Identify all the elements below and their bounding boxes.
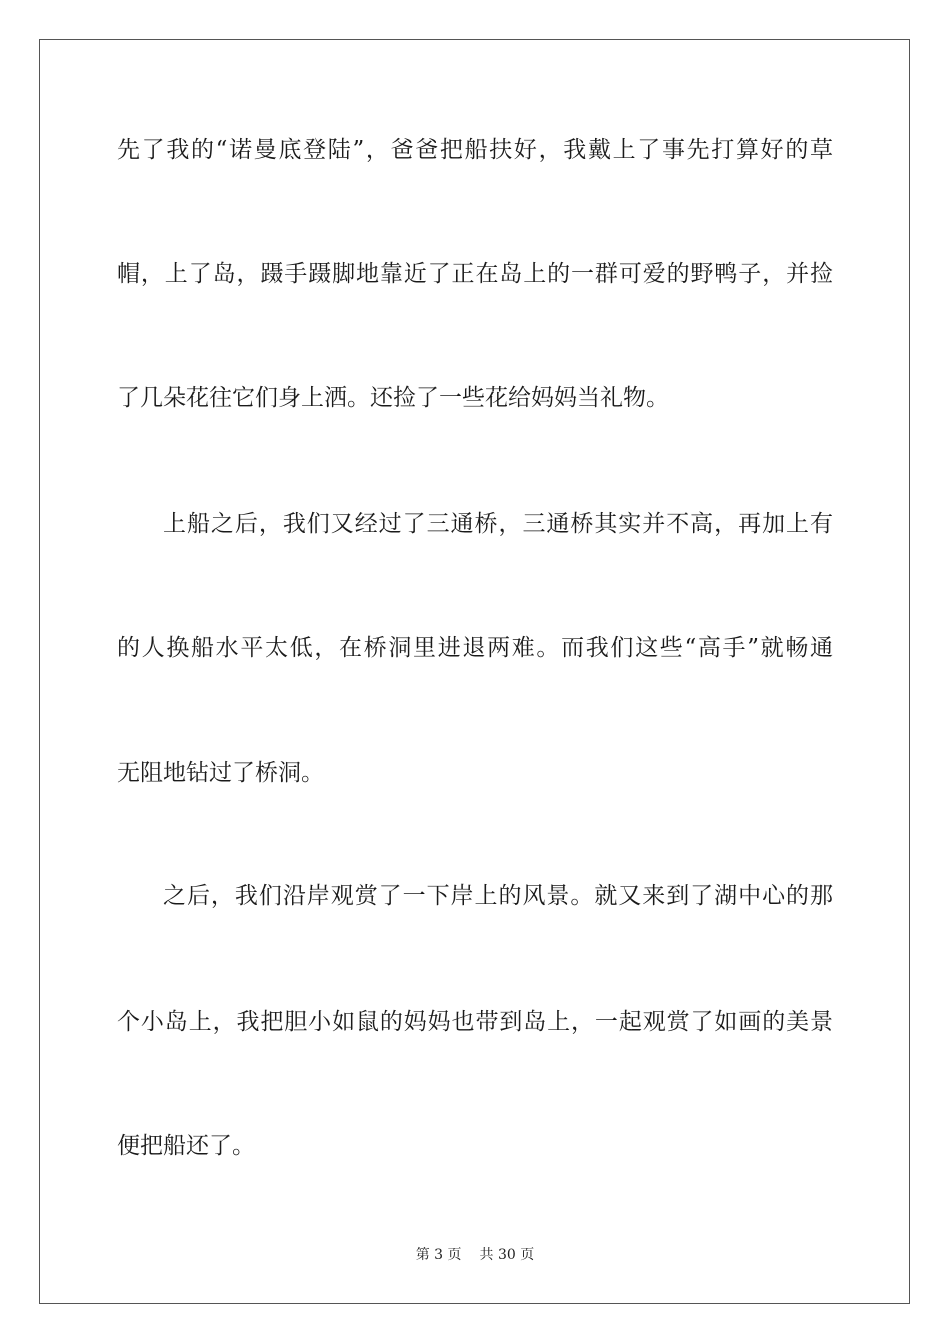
paragraph-line: 便把船还了。 <box>117 1133 255 1159</box>
paragraph-line: 的人换船水平太低，在桥洞里进退两难。而我们这些“高手”就畅通 <box>117 635 833 661</box>
paragraph-line: 帽，上了岛，蹑手蹑脚地靠近了正在岛上的一群可爱的野鸭子，并捡 <box>117 261 833 287</box>
page-border <box>39 39 910 1304</box>
paragraph-line: 个小岛上，我把胆小如鼠的妈妈也带到岛上，一起观赏了如画的美景 <box>117 1009 833 1035</box>
paragraph-line: 无阻地钻过了桥洞。 <box>117 760 324 786</box>
paragraph-line: 了几朵花往它们身上洒。还捡了一些花给妈妈当礼物。 <box>117 385 669 411</box>
page-number: 第 3 页 <box>415 1247 462 1263</box>
paragraph-line: 上船之后，我们又经过了三通桥，三通桥其实并不高，再加上有 <box>163 511 833 537</box>
paragraph-line: 之后，我们沿岸观赏了一下岸上的风景。就又来到了湖中心的那 <box>163 883 833 909</box>
paragraph-line: 先了我的“诺曼底登陆”，爸爸把船扶好，我戴上了事先打算好的草 <box>117 137 833 163</box>
page-total: 共 30 页 <box>479 1247 535 1263</box>
page-footer <box>0 1246 950 1264</box>
